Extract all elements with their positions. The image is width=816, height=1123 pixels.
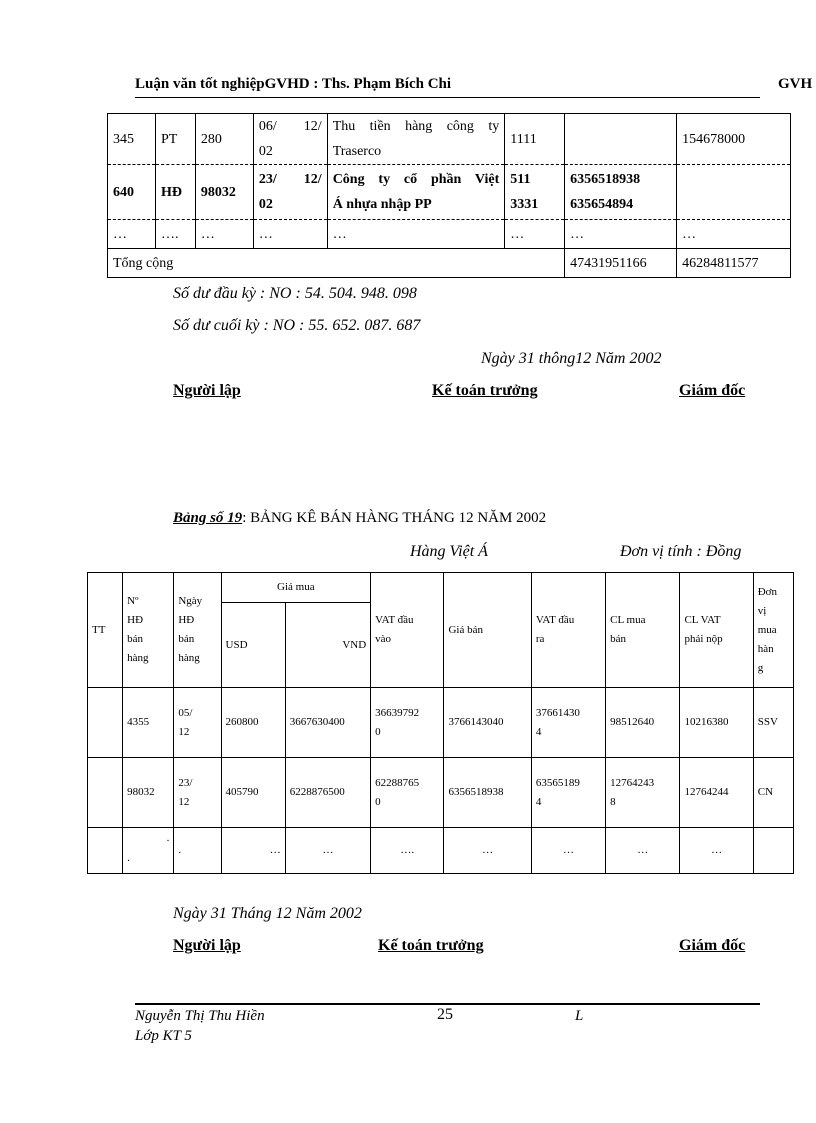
cell xyxy=(371,688,444,758)
cell: 10216380 xyxy=(680,688,753,758)
header-line: CL mua xyxy=(610,614,646,626)
cell: …. xyxy=(371,828,444,874)
header-vnd: VND xyxy=(285,603,370,688)
account-line: 3331 xyxy=(510,197,539,212)
sales-header-row xyxy=(88,573,794,603)
cell: … xyxy=(253,220,327,249)
cell: … xyxy=(565,220,677,249)
header-invoice-no xyxy=(123,573,174,688)
caption-title: : BẢNG KÊ BÁN HÀNG THÁNG 12 NĂM 2002 xyxy=(242,510,547,526)
ledger-row-ellipsis xyxy=(108,220,791,249)
cell: 98032 xyxy=(195,165,253,220)
header-line: g xyxy=(757,661,764,674)
cell-line: 37661430 xyxy=(535,706,580,719)
table-caption xyxy=(173,510,546,527)
cell: … xyxy=(195,220,253,249)
cell-debit xyxy=(565,114,677,165)
cell-credit: 154678000 xyxy=(677,114,791,165)
cell-line: 8 xyxy=(610,795,616,808)
cell-line: 0 xyxy=(375,725,381,738)
cell: … xyxy=(221,828,285,874)
cell: PT xyxy=(155,114,195,165)
date-day: 23/ xyxy=(258,172,277,187)
cell: … xyxy=(327,220,505,249)
header-line: vào xyxy=(375,633,392,645)
cell-debit xyxy=(565,165,677,220)
cell-line: . xyxy=(127,852,130,864)
cell-line: 05/ xyxy=(178,706,193,719)
total-label: Tổng cộng xyxy=(108,249,565,278)
page-number: 25 xyxy=(437,1006,453,1023)
header-line: bán xyxy=(178,633,195,645)
header-tt: TT xyxy=(88,573,123,688)
cell: … xyxy=(108,220,156,249)
date-month: 12/ xyxy=(303,119,322,134)
caption-label: Bảng số 19 xyxy=(173,510,243,526)
cell-line: 4 xyxy=(535,725,542,738)
cell: 345 xyxy=(108,114,156,165)
footer-author: Nguyễn Thị Thu Hiền xyxy=(135,1008,265,1024)
cell xyxy=(531,758,605,828)
cell-line: 12 xyxy=(178,725,190,738)
goods-name: Hàng Việt Á xyxy=(410,543,488,560)
cell: 280 xyxy=(195,114,253,165)
description-line: Á nhựa nhập PP xyxy=(332,197,432,212)
header-vat-payable xyxy=(680,573,753,688)
cell-line: 63565189 xyxy=(535,776,580,789)
header-margin xyxy=(606,573,680,688)
cell: 260800 xyxy=(221,688,285,758)
cell-account xyxy=(505,165,565,220)
cell xyxy=(606,758,680,828)
cell-line: . xyxy=(166,832,170,844)
header-line: HĐ xyxy=(178,614,195,626)
header-line: hàn xyxy=(757,642,774,655)
header-line: hàng xyxy=(178,652,200,664)
cell: CN xyxy=(753,758,793,828)
signature-preparer-2: Người lập xyxy=(173,937,241,954)
cell-date xyxy=(253,114,327,165)
date-year: 02 xyxy=(258,197,273,212)
signature-chief-accountant: Kế toán trưởng xyxy=(432,382,538,399)
cell: … xyxy=(677,220,791,249)
cell: 640 xyxy=(108,165,156,220)
cell: 3667630400 xyxy=(285,688,370,758)
cell-line: 0 xyxy=(375,795,381,808)
cell xyxy=(531,688,605,758)
sales-row xyxy=(88,688,794,758)
cell: …. xyxy=(155,220,195,249)
header-vat-out xyxy=(531,573,605,688)
header-line: ra xyxy=(535,633,545,645)
header-line: Nº xyxy=(127,595,139,607)
cell: … xyxy=(680,828,753,874)
header-line: bán xyxy=(127,633,144,645)
header-line: VAT đầu xyxy=(375,614,414,626)
cell-description xyxy=(327,165,505,220)
cell-line: 12764243 xyxy=(610,776,655,789)
signature-director: Giám đốc xyxy=(679,382,746,399)
ledger-table xyxy=(107,113,791,278)
cell-line: 62288765 xyxy=(375,776,420,789)
sales-table xyxy=(87,572,794,874)
signature-director-2: Giám đốc xyxy=(679,937,746,954)
ledger-row xyxy=(108,165,791,220)
date-year: 02 xyxy=(258,144,273,159)
cell: 4355 xyxy=(123,688,174,758)
header-line: Đơn xyxy=(757,585,777,598)
cell-line: 12 xyxy=(178,795,190,808)
cell: … xyxy=(285,828,370,874)
date-line: Ngày 31 thông12 Năm 2002 xyxy=(481,350,662,367)
cell: . xyxy=(174,828,221,874)
header-rule xyxy=(135,97,760,98)
cell-description xyxy=(327,114,505,165)
date-line-2: Ngày 31 Tháng 12 Năm 2002 xyxy=(173,905,362,922)
cell-date xyxy=(253,165,327,220)
header-line: mua xyxy=(757,623,777,636)
sales-row-ellipsis xyxy=(88,828,794,874)
cell-line: 23/ xyxy=(178,776,193,789)
total-credit: 46284811577 xyxy=(677,249,791,278)
closing-balance: Số dư cuối kỳ : NO : 55. 652. 087. 687 xyxy=(173,317,421,334)
ledger-total-row xyxy=(108,249,791,278)
cell xyxy=(88,688,123,758)
cell-line: 4 xyxy=(535,795,542,808)
date-day: 06/ xyxy=(258,119,277,134)
footer-rule xyxy=(135,1003,760,1005)
cell: … xyxy=(505,220,565,249)
cell xyxy=(88,758,123,828)
cell xyxy=(123,828,174,874)
cell: 6356518938 xyxy=(444,758,531,828)
sales-row xyxy=(88,758,794,828)
cell: 6228876500 xyxy=(285,758,370,828)
cell-credit xyxy=(677,165,791,220)
cell: 98032 xyxy=(123,758,174,828)
header-line: bán xyxy=(610,633,627,645)
cell xyxy=(174,758,221,828)
cell: … xyxy=(606,828,680,874)
header-buyer-unit xyxy=(753,573,793,688)
header-right-fragment: GVH xyxy=(778,76,813,92)
description-line: Traserco xyxy=(332,144,382,159)
header-vat-in xyxy=(371,573,444,688)
footer-mark: L xyxy=(575,1008,584,1024)
signature-chief-accountant-2: Kế toán trưởng xyxy=(378,937,484,954)
unit-of-measure: Đơn vị tính : Đồng xyxy=(620,543,742,560)
header-purchase-price: Giá mua xyxy=(221,573,371,603)
cell: … xyxy=(531,828,605,874)
header-line: VAT đầu xyxy=(535,614,575,626)
cell: 98512640 xyxy=(606,688,680,758)
header-line: phải nộp xyxy=(684,633,723,645)
cell xyxy=(174,688,221,758)
ledger-row xyxy=(108,114,791,165)
cell: SSV xyxy=(753,688,793,758)
header-line: hàng xyxy=(127,652,149,664)
header-line: CL VAT xyxy=(684,614,721,626)
total-debit: 47431951166 xyxy=(565,249,677,278)
signature-preparer: Người lập xyxy=(173,382,241,399)
account-line: 511 xyxy=(510,172,531,187)
header-line: HĐ xyxy=(127,614,144,626)
header-invoice-date xyxy=(174,573,221,688)
description-line: Thu tiền hàng công ty xyxy=(332,119,500,134)
cell xyxy=(88,828,123,874)
cell: … xyxy=(444,828,531,874)
header-usd: USD xyxy=(221,603,285,688)
cell: 3766143040 xyxy=(444,688,531,758)
cell: 12764244 xyxy=(680,758,753,828)
cell-account: 1111 xyxy=(505,114,565,165)
header-title: Luận văn tốt nghiệpGVHD : Ths. Phạm Bích Chi xyxy=(135,76,452,92)
description-line: Công ty cổ phần Việt xyxy=(332,172,500,187)
date-month: 12/ xyxy=(303,172,322,187)
header-selling-price: Giá bán xyxy=(444,573,531,688)
header-line: Ngày xyxy=(178,595,203,607)
cell xyxy=(753,828,793,874)
debit-line: 6356518938 xyxy=(570,172,641,187)
opening-balance: Số dư đầu kỳ : NO : 54. 504. 948. 098 xyxy=(173,285,417,302)
footer-class: Lớp KT 5 xyxy=(135,1028,192,1044)
cell: 405790 xyxy=(221,758,285,828)
cell-line: 36639792 xyxy=(375,706,420,719)
cell xyxy=(371,758,444,828)
cell: HĐ xyxy=(155,165,195,220)
debit-line: 635654894 xyxy=(570,197,634,212)
header-line: vị xyxy=(757,604,767,617)
